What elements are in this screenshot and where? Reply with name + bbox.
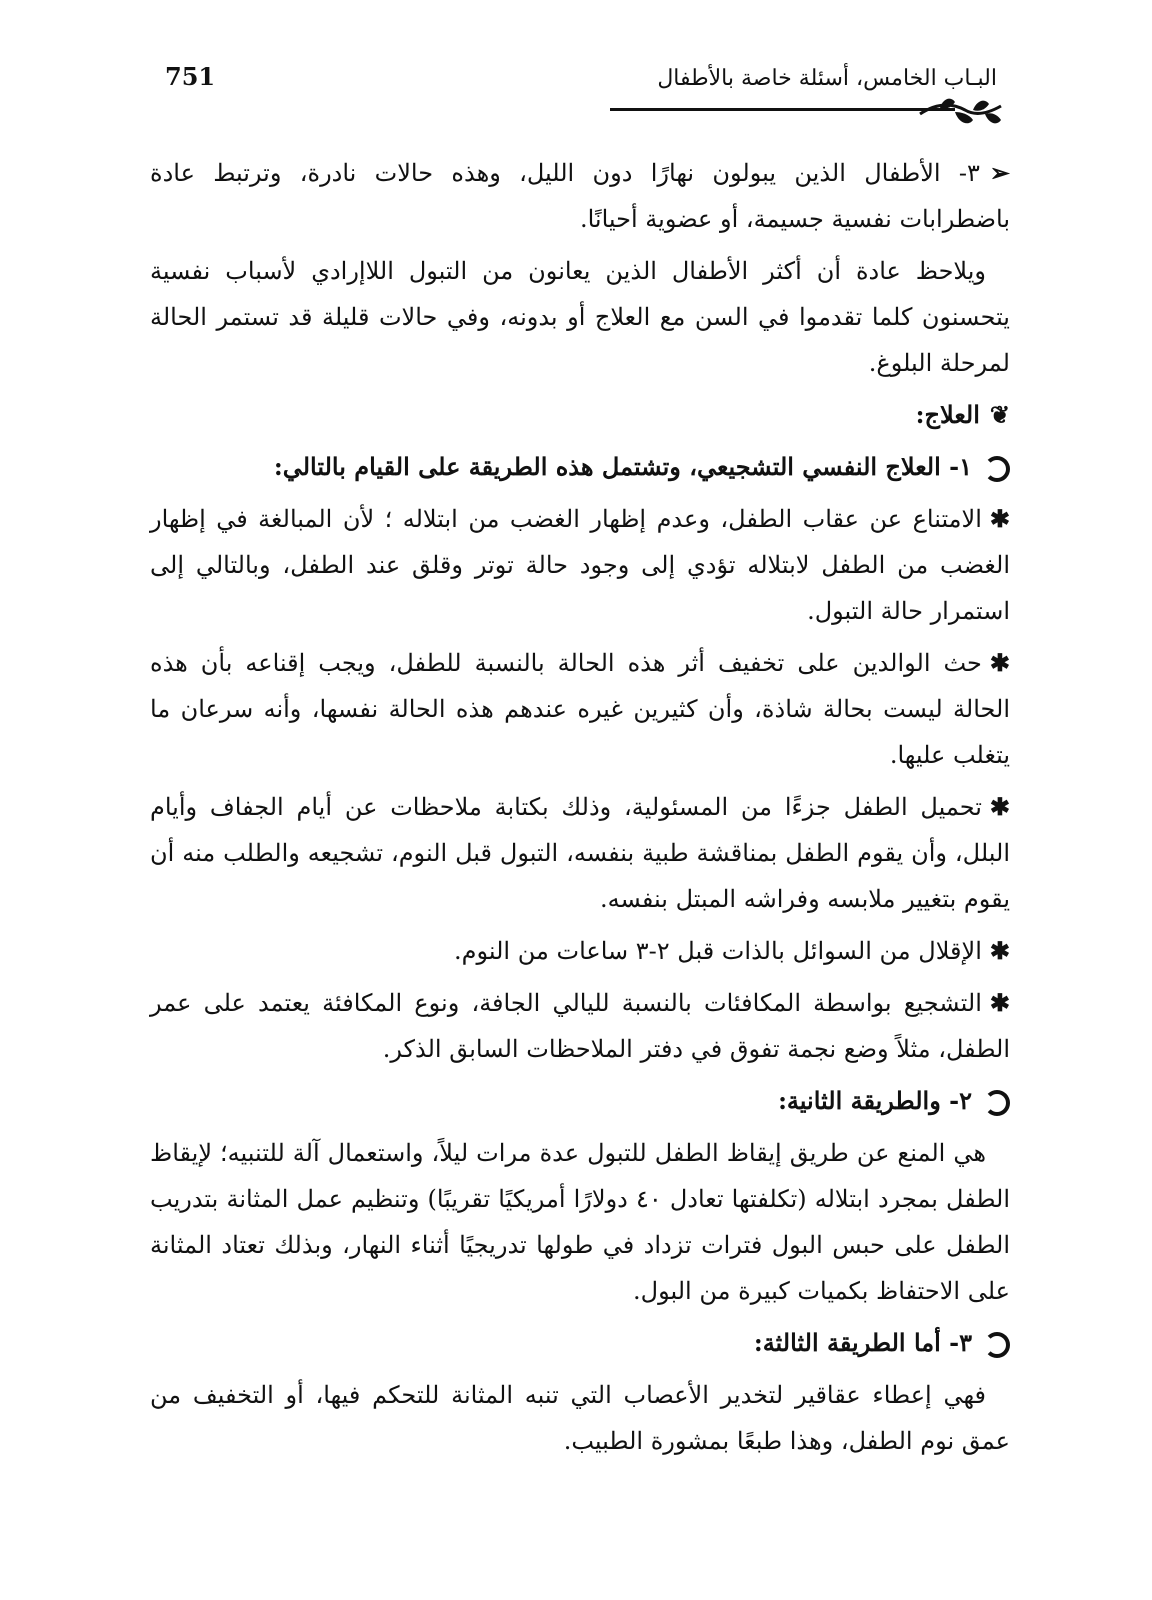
- running-header: البـاب الخامس، أسئلة خاصة بالأطفال: [657, 66, 997, 91]
- asterisk-icon: ✱: [989, 792, 1011, 821]
- paragraph-method-3: فهي إعطاء عقاقير لتخدير الأعصاب التي تنبه المثانة للتحكم فيها، أو التخفيف من عمق نوم الطفل، وهذا طبعًا بمشورة الطبيب.: [150, 1381, 1010, 1455]
- c-bullet-icon: [984, 1332, 1010, 1358]
- paragraph-observation: ويلاحظ عادة أن أكثر الأطفال الذين يعانون من التبول اللاإرادي لأسباب نفسية يتحسنون كلما تقدموا في السن مع العلاج أو بدونه، وفي حالات قليلة قد تستمر الحالة لمرحلة البلوغ.: [150, 257, 1010, 377]
- method-1-heading: ١- العلاج النفسي التشجيعي، وتشتمل هذه الطريقة على القيام بالتالي:: [150, 444, 1010, 490]
- page-number: 751: [165, 62, 216, 91]
- arrow-icon: ➢: [989, 158, 1010, 187]
- bullet-item: ✱الامتناع عن عقاب الطفل، وعدم إظهار الغضب من ابتلاله ؛ لأن المبالغة في إظهار الغضب من الطفل لابتلاله تؤدي إلى وجود حالة توتر وقلق عند الطفل، وبالتالي إلى استمرار حالة التبول.: [150, 504, 1011, 625]
- bullet-item: ✱تحميل الطفل جزءًا من المسئولية، وذلك بكتابة ملاحظات عن أيام الجفاف وأيام البلل، وأن يقوم الطفل بمناقشة طبية بنفسه، التبول قبل النوم، تشجيعه والطلب منه أن يقوم بتغيير ملابسه وفراشه المبتل بنفسه.: [150, 792, 1011, 913]
- asterisk-icon: ✱: [989, 504, 1011, 533]
- leaf-ornament-icon: [915, 94, 1005, 132]
- method-2-heading: ٢- والطريقة الثانية:: [150, 1078, 1010, 1124]
- paragraph-method-2: هي المنع عن طريق إيقاظ الطفل للتبول عدة مرات ليلاً، واستعمال آلة للتنبيه؛ لإيقاظ الطفل بمجرد ابتلاله (تكلفتها تعادل ٤٠ دولارًا أمريكيًا تقريبًا) وتنظيم عمل المثانة بتدريب الطفل على حبس البول فترات تزداد في طولها تدريجيًا أثناء النهار، وبذلك تعتاد المثانة على الاحتفاظ بكميات كبيرة من البول.: [150, 1139, 1011, 1305]
- asterisk-icon: ✱: [989, 988, 1010, 1017]
- bullet-item: ✱الإقلال من السوائل بالذات قبل ٢-٣ ساعات من النوم.: [453, 936, 1010, 965]
- treatment-heading: ❦العلاج:: [150, 392, 1010, 438]
- leaf-icon: ❦: [989, 400, 1010, 429]
- asterisk-icon: ✱: [989, 936, 1010, 965]
- bullet-item: ✱التشجيع بواسطة المكافئات بالنسبة لليالي الجافة، ونوع المكافئة يعتمد على عمر الطفل، مثلاً وضع نجمة تفوق في دفتر الملاحظات السابق الذكر.: [150, 988, 1010, 1063]
- header-rule: [610, 108, 955, 111]
- asterisk-icon: ✱: [989, 648, 1010, 677]
- c-bullet-icon: [984, 456, 1010, 482]
- c-bullet-icon: [984, 1090, 1010, 1116]
- bullet-item: ✱حث الوالدين على تخفيف أثر هذه الحالة بالنسبة للطفل، ويجب إقناعه بأن هذه الحالة ليست بحالة شاذة، وأن كثيرين غيره عندهم هذه الحالة نفسها، وأنه سرعان ما يتغلب عليها.: [150, 648, 1010, 769]
- paragraph-bedwetting-daytime: ➢٣- الأطفال الذين يبولون نهارًا دون الليل، وهذه حالات نادرة، وترتبط عادة باضطرابات نفسية جسيمة، أو عضوية أحيانًا.: [150, 150, 1010, 242]
- method-3-heading: ٣- أما الطريقة الثالثة:: [150, 1320, 1010, 1366]
- page-content: [150, 150, 1010, 1470]
